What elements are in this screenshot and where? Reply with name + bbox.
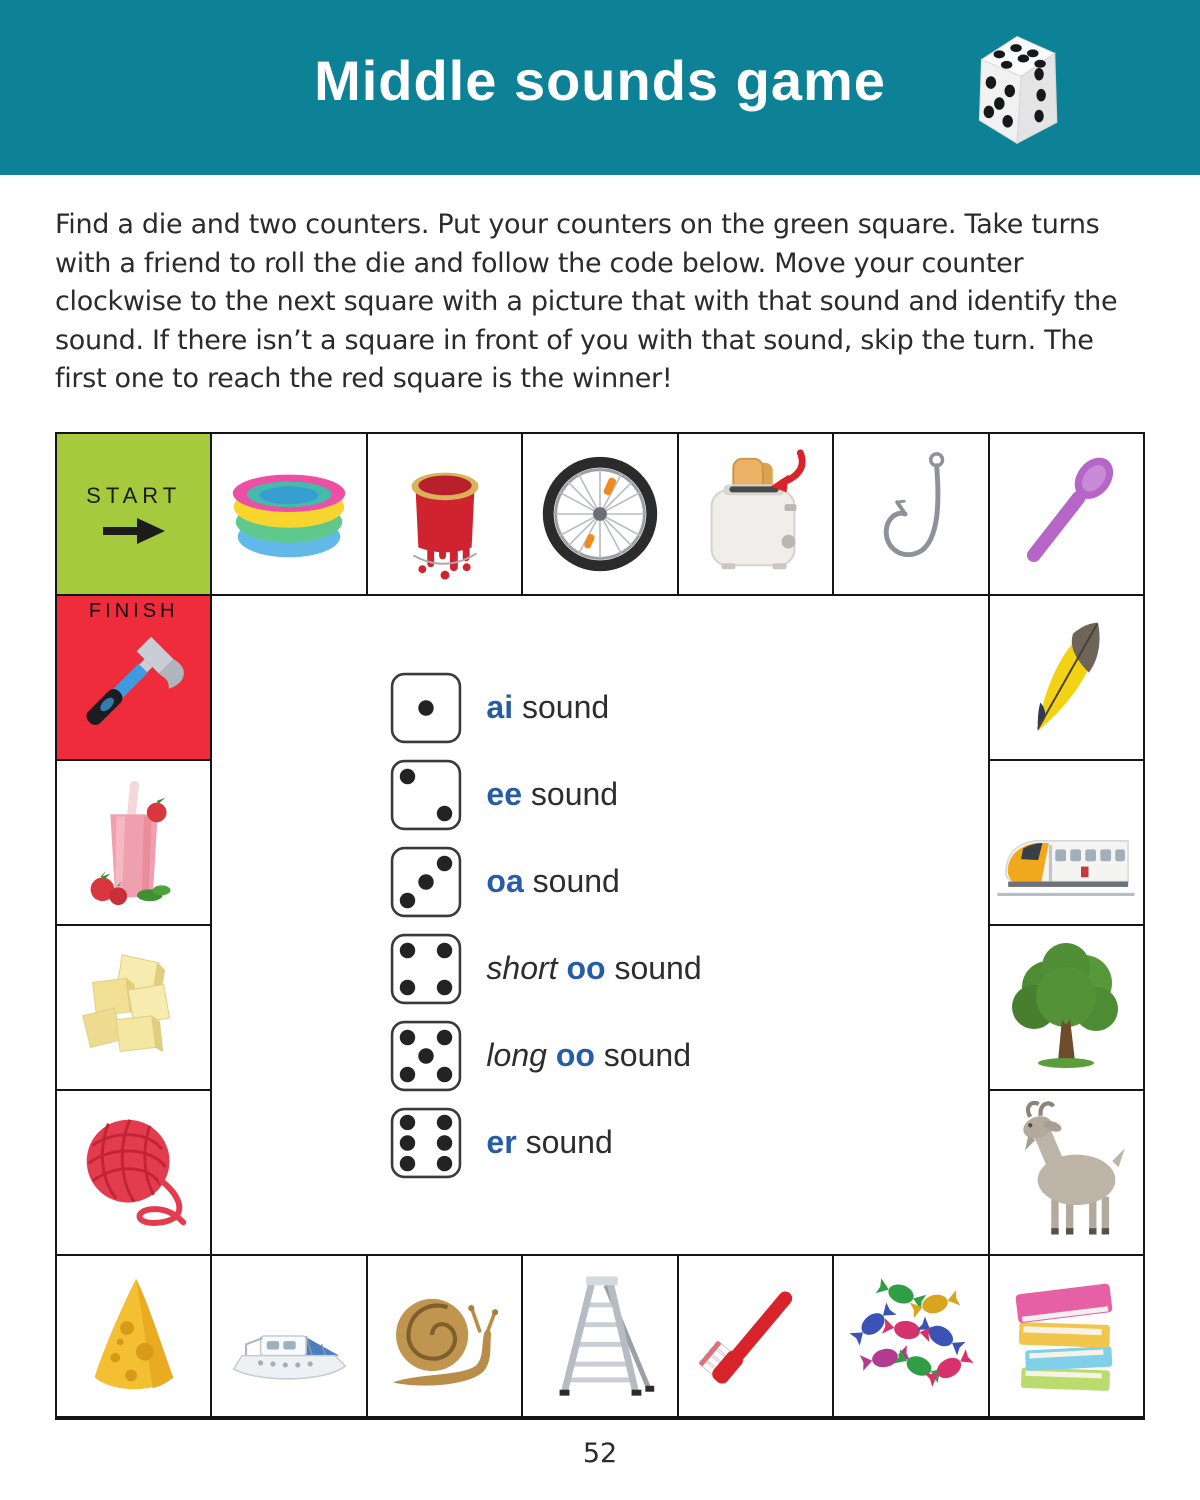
legend-label: long oo sound [486, 1037, 691, 1073]
cell-paint-tin [368, 434, 521, 594]
legend-item-ee [390, 759, 987, 831]
cell-toaster [679, 434, 832, 594]
toothbrush-image [686, 1267, 824, 1405]
hammer-image [69, 623, 199, 753]
cell-books [990, 1256, 1143, 1416]
paint-tin-image [376, 445, 514, 583]
cell-tree [990, 926, 1143, 1089]
sweets-image [841, 1266, 981, 1406]
legend-item-er [390, 1107, 987, 1179]
cell-smoothie [57, 761, 210, 924]
instructions-text: Find a die and two counters. Put your counters on the green square. Take turns with a friend to roll the die and follow the code below. Move your counter clockwise to the next square with a picture that with that sound and identify the sound. If there isn’t a square in front of you with that sound, skip the turn. The first one to reach the red square is the winner! [55, 209, 1118, 394]
page-number: 52 [582, 1438, 618, 1469]
cell-sweets [834, 1256, 987, 1416]
die-face-6 [390, 1107, 462, 1179]
cell-wool [57, 1091, 210, 1254]
finish-square [57, 596, 210, 759]
die-face-4 [390, 933, 462, 1005]
ladder-image [531, 1264, 669, 1409]
cell-spoon [990, 434, 1143, 594]
game-board [55, 432, 1145, 1420]
bicycle-wheel-image [531, 445, 669, 583]
start-square [57, 434, 210, 594]
legend-item-oa [390, 846, 987, 918]
train-image [991, 783, 1141, 903]
cell-bicycle-wheel [523, 434, 676, 594]
feather-image [996, 608, 1136, 748]
spoon-image [997, 445, 1135, 583]
start-label: START [86, 483, 182, 508]
cell-paddling-pool [212, 434, 365, 594]
cell-ladder [523, 1256, 676, 1416]
legend-label: er sound [486, 1124, 613, 1160]
legend-item-long-oo [390, 1020, 987, 1092]
page-header [0, 0, 1200, 175]
goat-image [991, 1100, 1141, 1245]
cell-goat [990, 1091, 1143, 1254]
legend-item-short-oo [390, 933, 987, 1005]
smoothie-image [65, 768, 203, 918]
wool-image [65, 1104, 203, 1242]
page-title: Middle sounds game [314, 49, 886, 112]
paddling-pool-image [220, 445, 358, 583]
boat-image [217, 1276, 362, 1396]
dice-icon [952, 24, 1078, 160]
die-face-2 [390, 759, 462, 831]
cell-feather [990, 596, 1143, 759]
finish-label: FINISH [88, 600, 179, 622]
dice-code-legend [212, 596, 987, 1254]
die-face-1 [390, 672, 462, 744]
cell-hook [834, 434, 987, 594]
legend-item-ai [390, 672, 987, 744]
books-image [994, 1266, 1139, 1406]
butter-image [65, 939, 203, 1077]
cell-toothbrush [679, 1256, 832, 1416]
arrow-right-icon [103, 517, 165, 545]
toaster-image [686, 445, 824, 583]
legend-label: ee sound [486, 776, 619, 812]
cell-snail [368, 1256, 521, 1416]
cheese-image [65, 1267, 203, 1405]
legend-label: short oo sound [486, 950, 702, 986]
snail-image [372, 1271, 517, 1401]
legend-label: oa sound [486, 863, 620, 899]
cell-cheese [57, 1256, 210, 1416]
die-face-5 [390, 1020, 462, 1092]
cell-boat [212, 1256, 365, 1416]
die-face-3 [390, 846, 462, 918]
hook-image [842, 445, 980, 583]
cell-butter [57, 926, 210, 1089]
legend-label: ai sound [486, 689, 610, 725]
cell-train [990, 761, 1143, 924]
tree-image [996, 935, 1136, 1080]
